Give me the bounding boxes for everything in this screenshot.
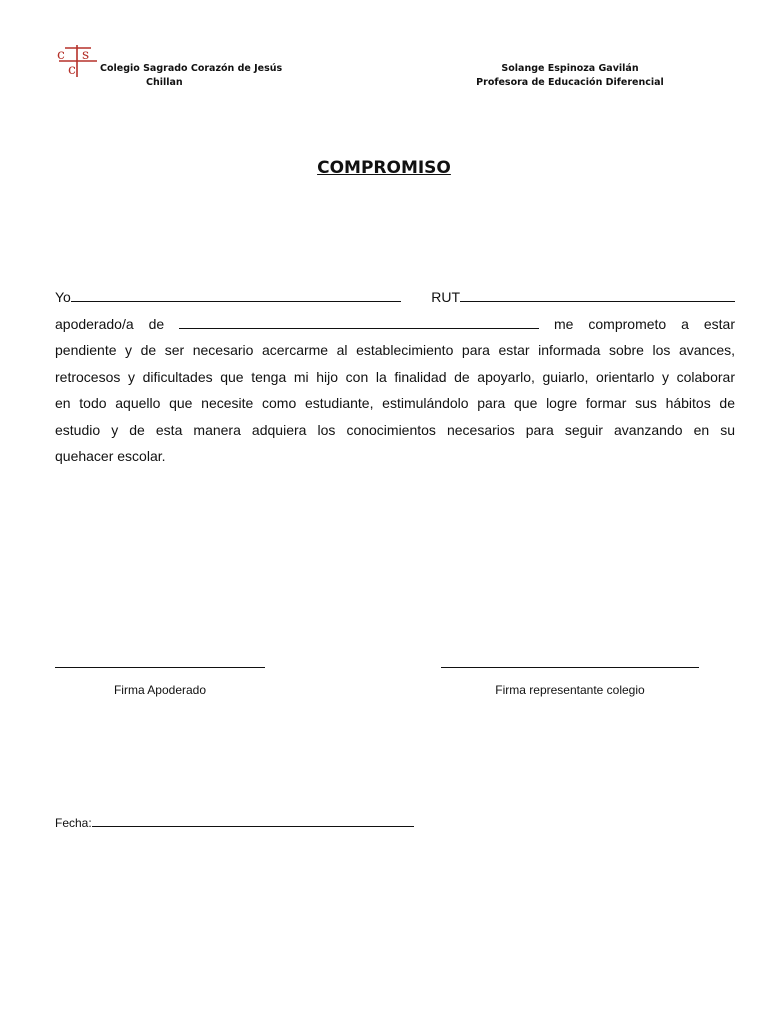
name-blank[interactable] [71,289,401,302]
body-line-1 [55,284,735,311]
signature-colegio [441,655,699,697]
school-block [100,62,360,90]
signature-label-colegio: Firma representante colegio [495,683,645,697]
school-logo [55,44,99,78]
teacher-block [440,62,700,90]
body-line: estudio y de esta manera adquiera los conocimientos necesarios para seguir avanzando en su [55,421,735,438]
svg-text:c: c [68,62,76,78]
signature-label-apoderado: Firma Apoderado [113,683,207,697]
teacher-role: Profesora de Educación Diferencial [476,77,664,88]
fecha-label: Fecha: [55,816,92,830]
svg-text:s: s [82,47,90,63]
body-line: pendiente y de ser necesario acercarme al establecimiento para estar informada sobre los avances, [55,342,735,358]
rut-label: RUT [431,289,460,305]
teacher-name: Solange Espinoza Gavilán [501,63,639,74]
commitment-body [55,284,735,470]
apoderado-label: apoderado/a de [55,315,165,332]
school-city: Chillan [146,77,183,88]
body-line: quehacer escolar. [55,448,166,464]
signature-apoderado [55,655,265,697]
body-line-2 [55,311,735,338]
body-line: retrocesos y dificultades que tenga mi hijo con la finalidad de apoyarlo, guiarlo, orientarlo y colaborar [55,368,735,385]
student-blank[interactable] [179,316,539,329]
school-name: Colegio Sagrado Corazón de Jesús [100,63,283,74]
fecha-field [55,816,414,830]
signature-line-colegio[interactable] [441,655,699,668]
yo-label: Yo [55,289,71,305]
commit-text: me comprometo a estar [554,315,735,332]
signature-line-apoderado[interactable] [55,655,265,668]
rut-blank[interactable] [460,289,735,302]
document-title: COMPROMISO [317,158,451,178]
fecha-blank[interactable] [92,816,414,827]
svg-text:c: c [57,47,65,63]
body-line: en todo aquello que necesite como estudiante, estimulándolo para que logre formar sus hábitos de [55,395,735,411]
